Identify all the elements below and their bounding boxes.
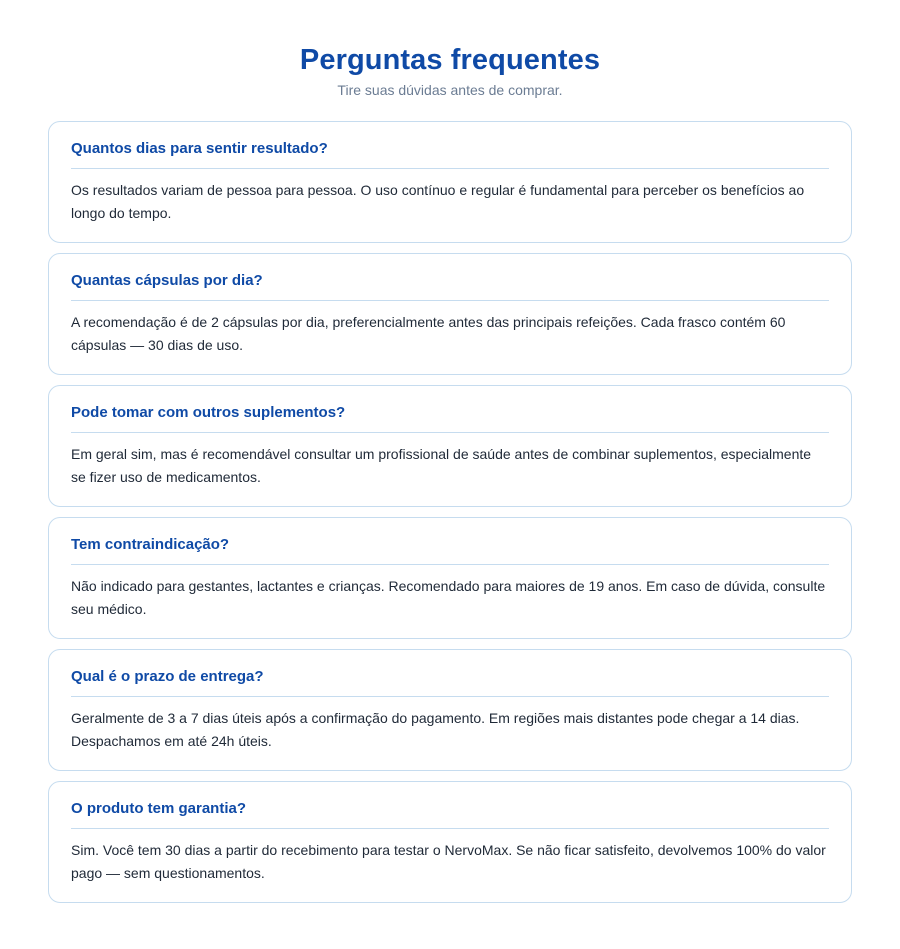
faq-item-contraindication	[48, 517, 852, 639]
faq-answer: A recomendação é de 2 cápsulas por dia, preferencialmente antes das principais refeições. Cada frasco contém 60 cápsulas — 30 dias de uso.	[71, 314, 786, 353]
faq-answer: Em geral sim, mas é recomendável consultar um profissional de saúde antes de combinar suplementos, especialmente se fizer uso de medicamentos.	[71, 446, 812, 485]
page-subtitle: Tire suas dúvidas antes de comprar.	[337, 82, 563, 98]
faq-item-results-time	[48, 121, 852, 243]
faq-item-capsules-per-day	[48, 253, 852, 375]
faq-header	[48, 43, 852, 99]
faq-item-guarantee	[48, 781, 852, 903]
faq-question: Tem contraindicação?	[71, 535, 829, 565]
faq-question: Quantas cápsulas por dia?	[71, 271, 829, 301]
faq-section	[48, 0, 852, 903]
faq-answer: Sim. Você tem 30 dias a partir do recebimento para testar o NervoMax. Se não ficar satisfeito, devolvemos 100% do valor pago — sem questionamentos.	[71, 842, 826, 881]
faq-item-delivery-time	[48, 649, 852, 771]
faq-question: Pode tomar com outros suplementos?	[71, 403, 829, 433]
faq-answer: Geralmente de 3 a 7 dias úteis após a confirmação do pagamento. Em regiões mais distantes pode chegar a 14 dias. Despachamos em até 24h úteis.	[71, 710, 800, 749]
faq-question: O produto tem garantia?	[71, 799, 829, 829]
faq-item-other-supplements	[48, 385, 852, 507]
faq-list	[48, 121, 852, 903]
faq-answer: Os resultados variam de pessoa para pessoa. O uso contínuo e regular é fundamental para perceber os benefícios ao longo do tempo.	[71, 182, 805, 221]
faq-question: Quantos dias para sentir resultado?	[71, 139, 829, 169]
faq-question: Qual é o prazo de entrega?	[71, 667, 829, 697]
page-title: Perguntas frequentes	[299, 44, 601, 76]
faq-answer: Não indicado para gestantes, lactantes e crianças. Recomendado para maiores de 19 anos. Em caso de dúvida, consulte seu médico.	[71, 578, 826, 617]
